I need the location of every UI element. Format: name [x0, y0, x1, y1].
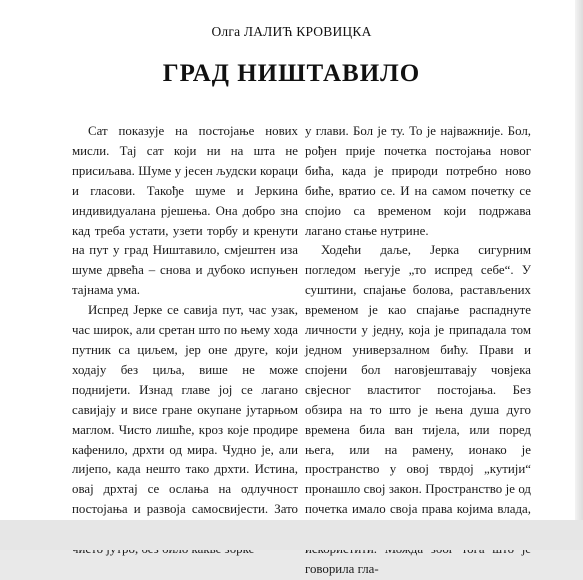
text-column-right	[305, 122, 531, 580]
viewer-bottom-bar	[0, 520, 583, 550]
page-edge-shadow	[575, 0, 583, 520]
paragraph: Испред Јерке се савија пут, час узак, час широк, али сретан што по њему хода путник са циљем, јер оне друге, који ходају без циља, више не може поднијети. Изнад главе јој се лагано савијају и висе гране окупане јутарњом маглом. Чисто лишће, кроз које продире кафенило, дрхти од мира. Чудно је, али лијепо, када нешто тако дрхти. Истина, овај дрхтај се ослања на одлучност постојања и развоја самосвијести. Зато	[72, 303, 298, 517]
text-column-left	[72, 122, 298, 560]
paragraph: Сат показује на постојање нових мисли. Тај сат који ни на шта не присиљава. Шуме у јесен људски кораци и гласови. Такође шуме и Јеркина индивидуалана рјешења. Она добро зна кад треба устати, узети торбу и кренути на пут у град Ништавило, смјештен иза шуме дрвећа – снова и дубоко испуњен тајнама ума.	[72, 124, 298, 298]
author-name: Олга ЛАЛИЋ КРОВИЦКА	[211, 24, 372, 39]
page-title: ГРАД НИШТАВИЛО	[162, 60, 421, 87]
paragraph: Ходећи даље, Јерка сигурним погледом његује „то испред себе“. У суштини, спајање болова, растављених временом је као спајање распаднуте личности у једну, која је припадала том једном универзалном бићу. Прави и спојени бол наговјештавају човјека свјесног властитог постојања. Без обзира на то што је њена душа дуго времена била ван тијела, или поред њега, или на рамену, ионако је пространство у овој тврдој „кутији“ пронашло свој закон. Пространство је од почетка имало своја права којима влада, говорила гла-	[305, 243, 531, 576]
paragraph-continued: у глави. Бол је ту. То је најважније. Бол, рођен прије почетка постојања новог бића, када је природи потребно ново биће, вратио се. И на самом почетку се спојио са временом који подржава лагано стање нутрине.	[305, 124, 531, 238]
